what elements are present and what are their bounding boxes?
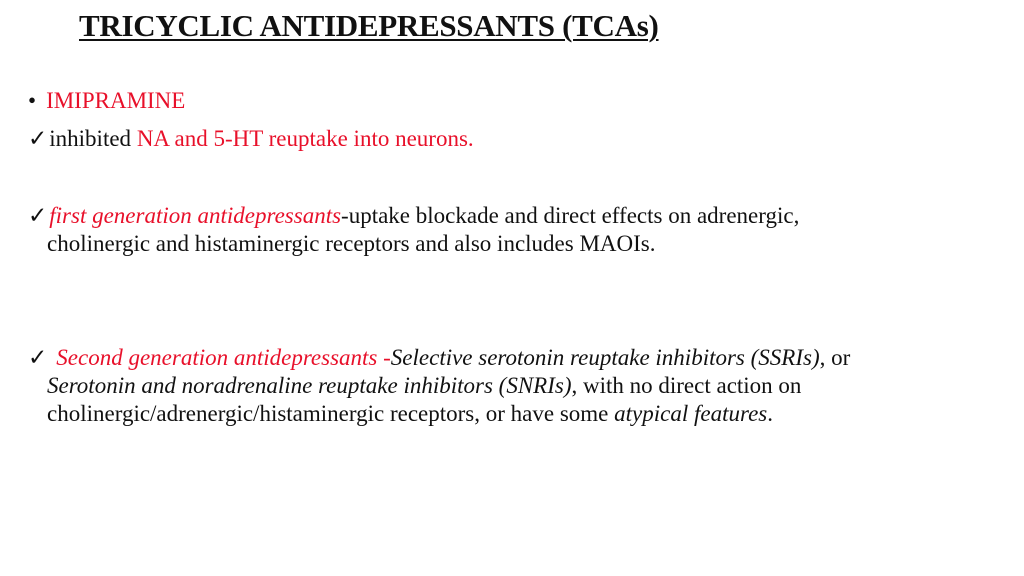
check-first-generation	[28, 202, 799, 230]
first-gen-term: first generation antidepressants	[49, 203, 342, 228]
second-gen-line2-rest: , with no direct action on	[571, 373, 802, 398]
ssri-text: Selective serotonin reuptake inhibitors (SSRIs)	[390, 345, 820, 370]
second-gen-line3-start: cholinergic/adrenergic/histaminergic receptors, or have some	[47, 401, 615, 426]
period-text: .	[767, 401, 773, 426]
or-text: , or	[819, 345, 851, 370]
atypical-features-text: atypical features	[614, 401, 768, 426]
second-gen-line2	[47, 372, 801, 400]
mechanism-highlight: NA and 5-HT reuptake into neurons.	[136, 126, 474, 151]
mechanism-prefix: inhibited	[49, 126, 137, 151]
second-gen-term: Second generation antidepressants -	[56, 345, 391, 370]
snri-text: Serotonin and noradrenaline reuptake inhibitors (SNRIs)	[47, 373, 572, 398]
check-mechanism	[28, 125, 474, 153]
bullet-imipramine	[28, 87, 185, 115]
imipramine-label: IMIPRAMINE	[46, 88, 186, 113]
first-gen-text-line1: -uptake blockade and direct effects on adrenergic,	[341, 203, 800, 228]
check-second-generation	[28, 344, 850, 372]
page-title: TRICYCLIC ANTIDEPRESSANTS (TCAs)	[79, 8, 659, 43]
bullet-dot-icon: •	[28, 88, 37, 113]
checkmark-icon: ✓	[28, 126, 48, 151]
checkmark-icon: ✓	[28, 203, 48, 228]
first-gen-text-line2: cholinergic and histaminergic receptors and also includes MAOIs.	[47, 231, 656, 256]
checkmark-icon: ✓	[28, 345, 48, 370]
second-gen-line3	[47, 400, 773, 428]
